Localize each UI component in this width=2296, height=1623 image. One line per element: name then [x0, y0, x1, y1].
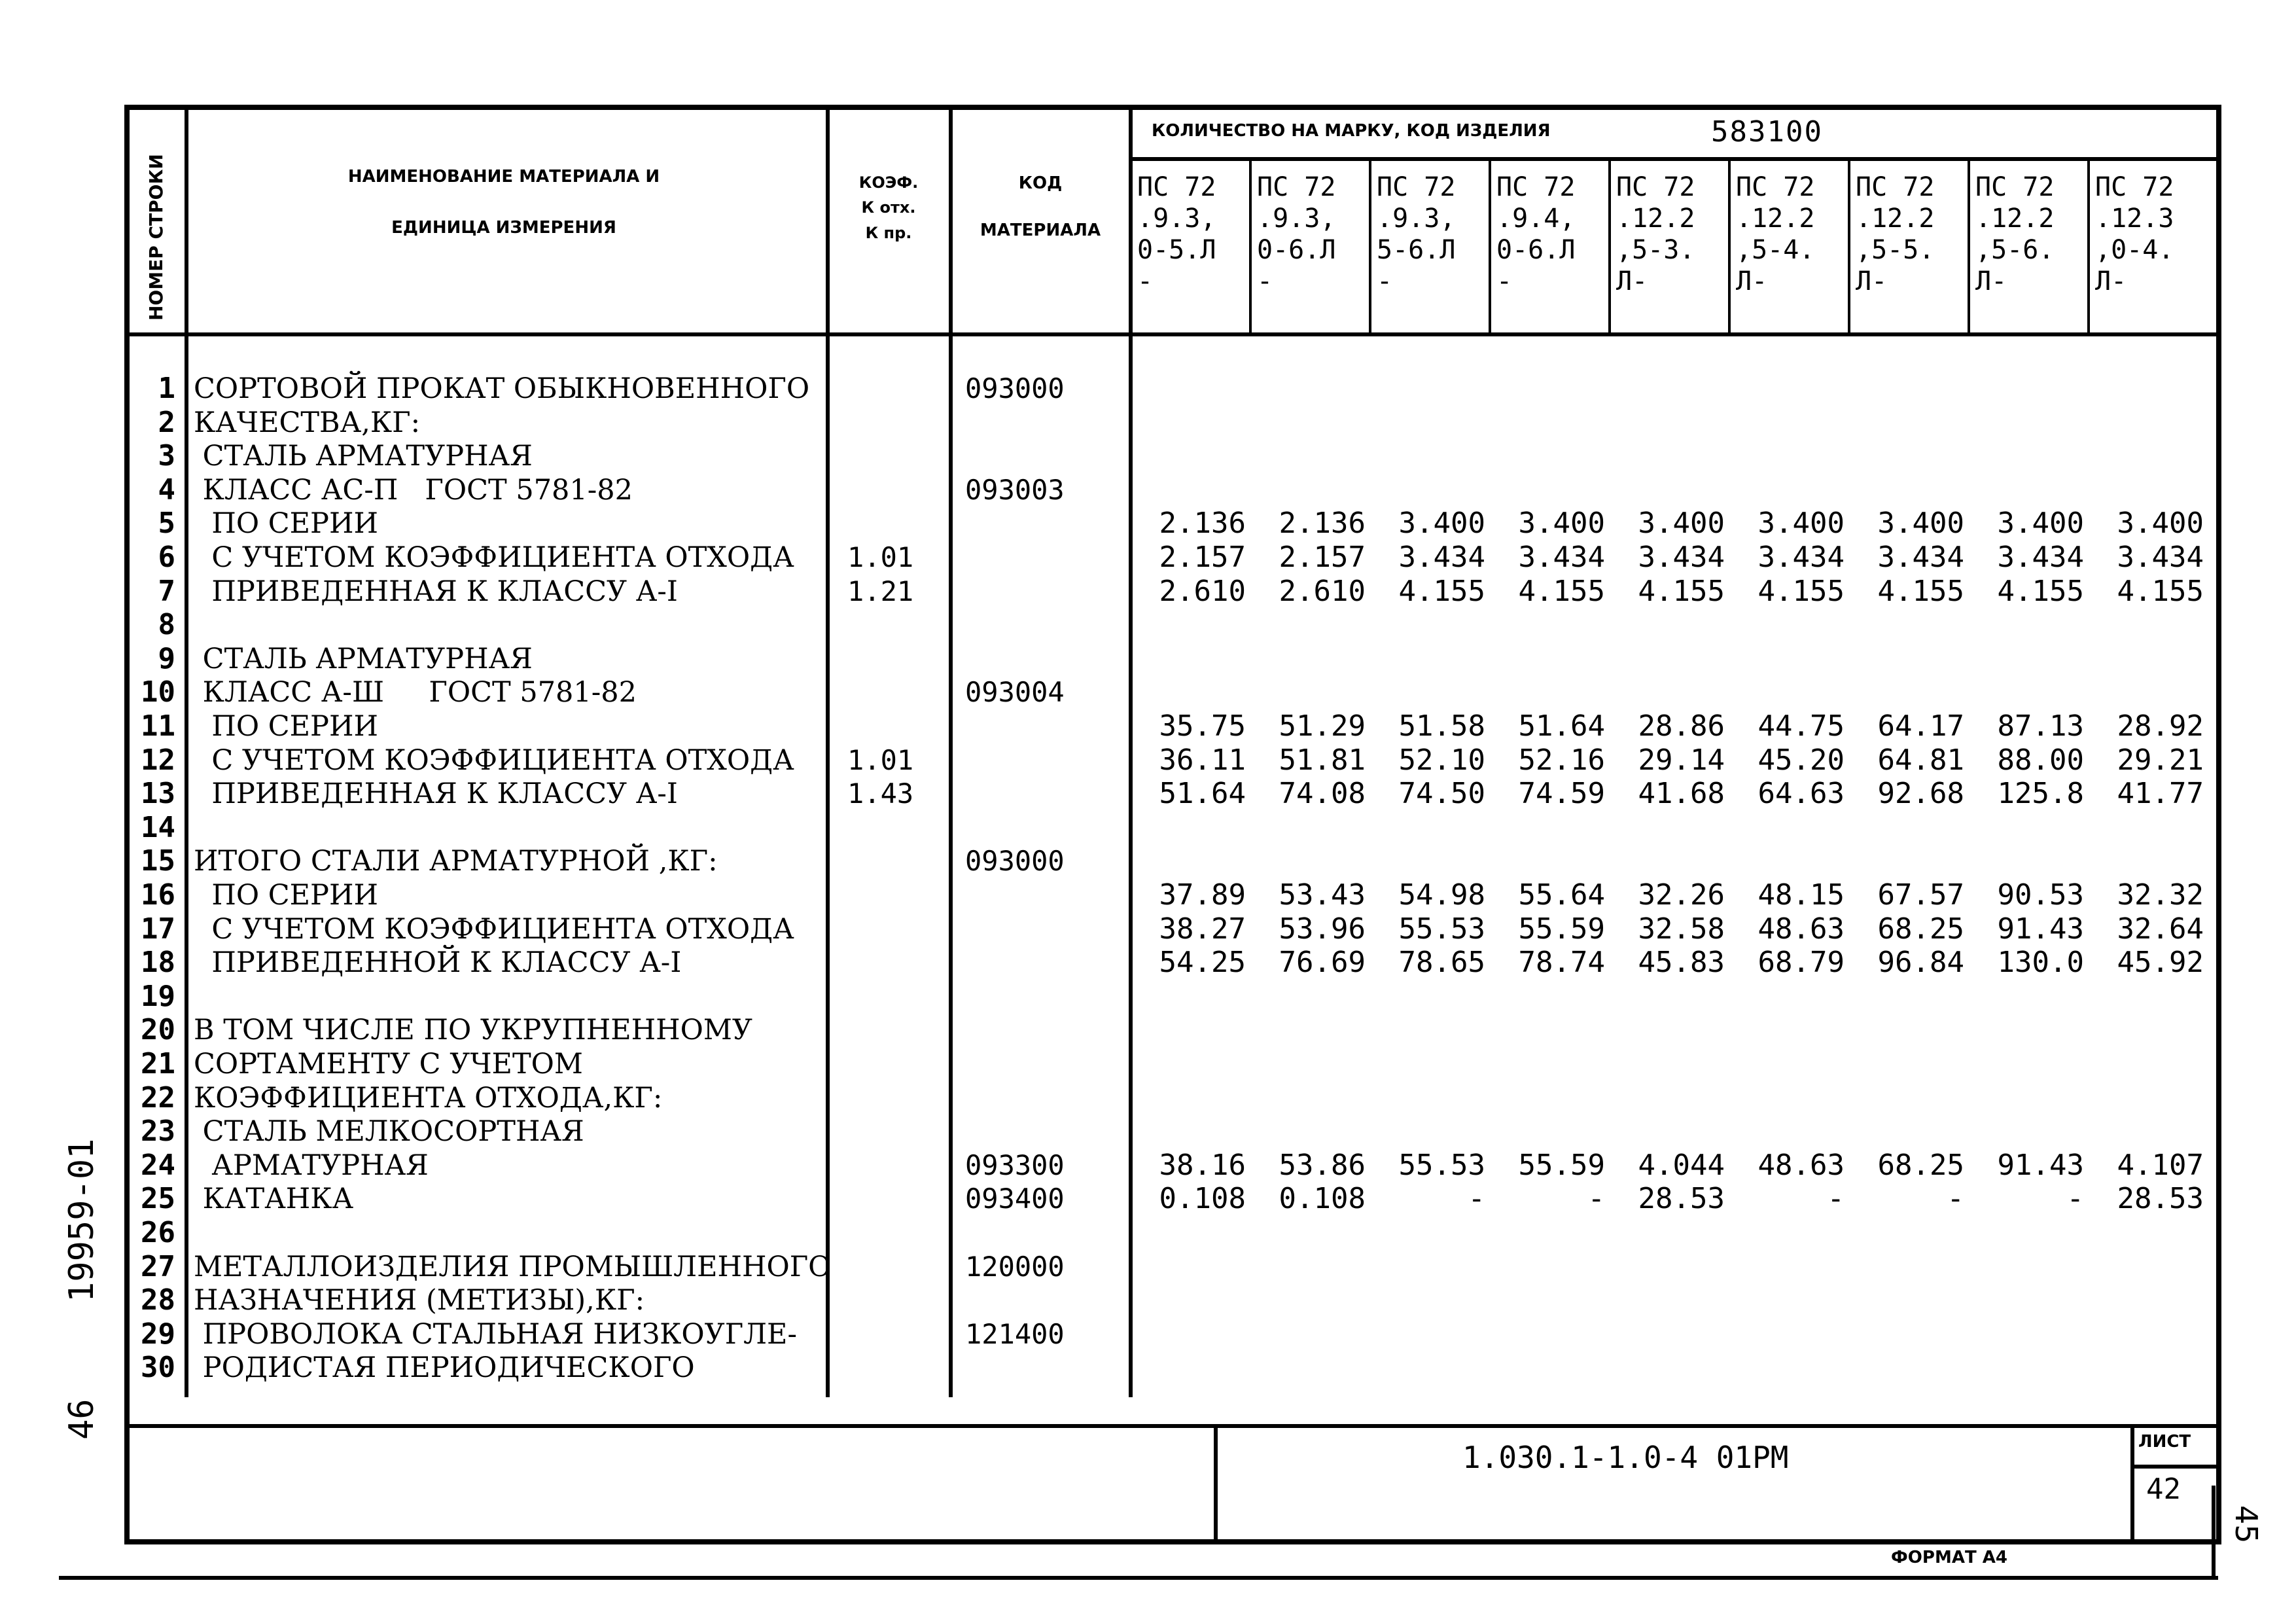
- quantity-value: 3.400: [1877, 507, 1964, 541]
- quantity-value: 76.69: [1279, 946, 1366, 980]
- quantity-value: 4.155: [1518, 574, 1605, 608]
- table-row: [0, 1216, 2296, 1250]
- sheet-number: 42: [2146, 1472, 2181, 1506]
- quantity-value: 3.400: [2117, 507, 2204, 541]
- coef-header-line: КОЭФ.: [858, 173, 919, 192]
- quantity-value: 52.16: [1518, 743, 1605, 777]
- quantity-value: 92.68: [1877, 777, 1964, 811]
- coef-header-line: К отх.: [861, 198, 916, 217]
- quantity-value: 52.10: [1398, 743, 1485, 777]
- quantity-value: 88.00: [1997, 743, 2084, 777]
- row-number: 6: [158, 541, 175, 574]
- waste-coefficient: 1.01: [847, 743, 914, 776]
- waste-coefficient: 1.43: [847, 777, 914, 810]
- quantity-value: 78.65: [1398, 946, 1485, 980]
- material-name: ПРИВЕДЕННАЯ К КЛАССУ А-I: [194, 777, 678, 811]
- row-number: 27: [141, 1249, 175, 1283]
- quantity-value: 28.53: [2117, 1182, 2204, 1216]
- column-header-product-3: ПС 72 .9.3, 5-6.Л -: [1377, 172, 1456, 296]
- quantity-value: 55.64: [1518, 878, 1605, 912]
- material-name: ПРИВЕДЕННОЙ К КЛАССУ А-I: [194, 946, 682, 980]
- material-name: СОРТОВОЙ ПРОКАТ ОБЫКНОВЕННОГО: [194, 372, 810, 405]
- document-designation: 1.030.1-1.0-4 01PM: [1462, 1440, 1789, 1475]
- material-name-header-line: НАИМЕНОВАНИЕ МАТЕРИАЛА И: [347, 167, 660, 187]
- material-name: С УЧЕТОМ КОЭФФИЦИЕНТА ОТХОДА: [194, 743, 794, 777]
- table-row: [0, 709, 2296, 743]
- material-code: 093003: [965, 473, 1065, 506]
- quantity-label: КОЛИЧЕСТВО НА МАРКУ, КОД ИЗДЕЛИЯ: [1152, 121, 1551, 141]
- row-number: 11: [141, 709, 175, 743]
- quantity-value: 2.157: [1159, 541, 1246, 574]
- inventory-number: 19959-01: [62, 1138, 101, 1302]
- row-number: 14: [141, 810, 175, 844]
- table-row: [0, 575, 2296, 609]
- column-divider: [1249, 160, 1252, 332]
- quantity-value: 2.610: [1279, 574, 1366, 608]
- page-side-number: 45: [2229, 1505, 2264, 1544]
- quantity-value: -: [1947, 1182, 1964, 1216]
- quantity-value: 41.68: [1638, 777, 1725, 811]
- code-header: [953, 170, 1128, 244]
- quantity-value: 4.155: [1997, 574, 2084, 608]
- quantity-value: 3.434: [1877, 541, 1964, 574]
- table-row: [0, 946, 2296, 980]
- row-number: 3: [158, 439, 175, 473]
- quantity-value: 3.400: [1638, 507, 1725, 541]
- row-number: 20: [141, 1013, 175, 1047]
- quantity-value: 51.81: [1279, 743, 1366, 777]
- material-name: ПО СЕРИИ: [194, 507, 378, 541]
- waste-coefficient: 1.21: [847, 575, 914, 607]
- row-number: 23: [141, 1115, 175, 1149]
- product-code: 583100: [1711, 115, 1823, 149]
- material-name: СОРТАМЕНТУ С УЧЕТОМ: [194, 1048, 583, 1080]
- row-number: 30: [141, 1351, 175, 1385]
- table-row: [0, 743, 2296, 777]
- table-row: [0, 912, 2296, 946]
- row-number: 25: [141, 1182, 175, 1216]
- quantity-value: 4.107: [2117, 1148, 2204, 1182]
- table-row: [0, 541, 2296, 575]
- material-name: МЕТАЛЛОИЗДЕЛИЯ ПРОМЫШЛЕННОГО: [194, 1250, 832, 1283]
- table-row: [0, 507, 2296, 541]
- quantity-value: 48.15: [1757, 878, 1845, 912]
- quantity-value: 3.434: [1757, 541, 1845, 574]
- quantity-value: 68.79: [1757, 946, 1845, 980]
- column-header-product-4: ПС 72 .9.4, 0-6.Л -: [1496, 172, 1576, 296]
- quantity-value: 125.8: [1997, 777, 2084, 811]
- row-number: 12: [141, 743, 175, 777]
- quantity-value: 32.32: [2117, 878, 2204, 912]
- quantity-value: 74.50: [1398, 777, 1485, 811]
- divider: [2212, 1486, 2216, 1577]
- quantity-value: 2.157: [1279, 541, 1366, 574]
- row-number: 19: [141, 979, 175, 1013]
- column-header-product-6: ПС 72 .12.2 ,5-4. Л-: [1736, 172, 1815, 296]
- material-name: КАТАНКА: [194, 1183, 354, 1216]
- table-row: [0, 372, 2296, 406]
- quantity-value: 4.155: [2117, 574, 2204, 608]
- quantity-value: 78.74: [1518, 946, 1605, 980]
- row-number: 7: [158, 574, 175, 608]
- table-row: [0, 811, 2296, 845]
- quantity-value: 4.155: [1398, 574, 1485, 608]
- row-number: 26: [141, 1216, 175, 1249]
- quantity-value: 90.53: [1997, 878, 2084, 912]
- quantity-value: 87.13: [1997, 709, 2084, 743]
- quantity-value: 35.75: [1159, 709, 1246, 743]
- quantity-value: 4.155: [1757, 574, 1845, 608]
- quantity-value: 45.92: [2117, 946, 2204, 980]
- table-row: [0, 1149, 2296, 1183]
- divider: [124, 332, 2221, 336]
- quantity-value: 3.434: [1638, 541, 1725, 574]
- row-number: 22: [141, 1080, 175, 1115]
- waste-coefficient: 1.01: [847, 541, 914, 573]
- material-name: СТАЛЬ МЕЛКОСОРТНАЯ: [194, 1115, 584, 1149]
- quantity-value: 53.96: [1279, 912, 1366, 946]
- quantity-value: 64.17: [1877, 709, 1964, 743]
- material-code: 093400: [965, 1183, 1065, 1215]
- quantity-value: 37.89: [1159, 878, 1246, 912]
- quantity-value: 96.84: [1877, 946, 1964, 980]
- material-name: АРМАТУРНАЯ: [194, 1149, 429, 1182]
- column-header-product-9: ПС 72 .12.3 ,0-4. Л-: [2095, 172, 2174, 296]
- code-header-line: МАТЕРИАЛА: [980, 220, 1101, 240]
- quantity-value: 32.26: [1638, 878, 1725, 912]
- quantity-value: 38.16: [1159, 1148, 1246, 1182]
- quantity-value: 29.21: [2117, 743, 2204, 777]
- material-name-header: [196, 164, 811, 241]
- quantity-value: 45.20: [1757, 743, 1845, 777]
- table-row: [0, 439, 2296, 473]
- material-name: ПО СЕРИИ: [194, 710, 378, 743]
- quantity-value: 51.58: [1398, 709, 1485, 743]
- quantity-value: 32.64: [2117, 912, 2204, 946]
- material-name: КАЧЕСТВА,КГ:: [194, 406, 421, 439]
- column-header-product-1: ПС 72 .9.3, 0-5.Л -: [1137, 172, 1216, 296]
- material-name: КЛАСС А-Ш ГОСТ 5781-82: [194, 676, 637, 709]
- material-code: 093004: [965, 676, 1065, 709]
- format-label: ФОРМАТ А4: [1891, 1548, 2007, 1567]
- sheet-label: ЛИСТ: [2138, 1432, 2191, 1452]
- column-header-product-2: ПС 72 .9.3, 0-6.Л -: [1257, 172, 1336, 296]
- quantity-value: -: [2066, 1182, 2084, 1216]
- column-divider: [1369, 160, 1371, 332]
- quantity-value: 0.108: [1279, 1182, 1366, 1216]
- row-number: 29: [141, 1317, 175, 1351]
- material-name: НАЗНАЧЕНИЯ (МЕТИЗЫ),КГ:: [194, 1284, 645, 1317]
- material-unit-header-line: ЕДИНИЦА ИЗМЕРЕНИЯ: [391, 217, 616, 238]
- divider: [2130, 1424, 2134, 1544]
- quantity-value: 55.53: [1398, 1148, 1485, 1182]
- material-name: ПО СЕРИИ: [194, 879, 378, 912]
- row-number: 21: [141, 1047, 175, 1080]
- material-code: 093000: [965, 845, 1065, 878]
- quantity-value: 68.25: [1877, 1148, 1964, 1182]
- table-row: [0, 1047, 2296, 1081]
- row-number: 18: [141, 946, 175, 980]
- quantity-value: 3.434: [1518, 541, 1605, 574]
- column-header-product-8: ПС 72 .12.2 ,5-6. Л-: [1975, 172, 2055, 296]
- material-code: 093300: [965, 1149, 1065, 1181]
- column-divider: [1848, 160, 1850, 332]
- material-name: РОДИСТАЯ ПЕРИОДИЧЕСКОГО: [194, 1351, 695, 1385]
- row-number: 2: [158, 405, 175, 439]
- column-header-product-7: ПС 72 .12.2 ,5-5. Л-: [1856, 172, 1935, 296]
- column-divider: [1968, 160, 1970, 332]
- quantity-value: 3.400: [1518, 507, 1605, 541]
- column-divider: [1728, 160, 1731, 332]
- material-name: ПРОВОЛОКА СТАЛЬНАЯ НИЗКОУГЛЕ-: [194, 1317, 797, 1351]
- table-row: [0, 1317, 2296, 1351]
- table-row: [0, 642, 2296, 676]
- row-number: 4: [158, 473, 175, 507]
- table-row: [0, 844, 2296, 878]
- material-name: ПРИВЕДЕННАЯ К КЛАССУ А-I: [194, 575, 678, 608]
- divider: [1129, 157, 2221, 161]
- table-row: [0, 608, 2296, 642]
- quantity-value: 2.136: [1159, 507, 1246, 541]
- quantity-value: 48.63: [1757, 1148, 1845, 1182]
- row-number: 24: [141, 1148, 175, 1182]
- quantity-value: 64.63: [1757, 777, 1845, 811]
- quantity-value: 4.155: [1638, 574, 1725, 608]
- material-code: 120000: [965, 1250, 1065, 1283]
- quantity-value: 32.58: [1638, 912, 1725, 946]
- table-row: [0, 878, 2296, 912]
- material-name: С УЧЕТОМ КОЭФФИЦИЕНТА ОТХОДА: [194, 912, 794, 946]
- row-number-header: НОМЕР СТРОКИ: [145, 154, 167, 321]
- quantity-value: 3.434: [1997, 541, 2084, 574]
- quantity-value: 55.53: [1398, 912, 1485, 946]
- material-name: С УЧЕТОМ КОЭФФИЦИЕНТА ОТХОДА: [194, 541, 794, 574]
- table-row: [0, 1013, 2296, 1047]
- quantity-value: 67.57: [1877, 878, 1964, 912]
- table-row: [0, 1182, 2296, 1216]
- table-row: [0, 473, 2296, 507]
- row-number: 16: [141, 878, 175, 912]
- table-row: [0, 406, 2296, 440]
- table-row: [0, 777, 2296, 811]
- divider: [59, 1576, 2218, 1580]
- quantity-value: 45.83: [1638, 946, 1725, 980]
- table-row: [0, 1283, 2296, 1317]
- quantity-value: -: [1827, 1182, 1845, 1216]
- row-number: 9: [158, 641, 175, 675]
- quantity-value: 51.64: [1518, 709, 1605, 743]
- quantity-value: 29.14: [1638, 743, 1725, 777]
- quantity-value: 53.43: [1279, 878, 1366, 912]
- material-code: 093000: [965, 372, 1065, 404]
- quantity-value: 68.25: [1877, 912, 1964, 946]
- table-row: [0, 1351, 2296, 1385]
- table-row: [0, 980, 2296, 1014]
- column-divider: [1608, 160, 1611, 332]
- material-code: 121400: [965, 1317, 1065, 1350]
- divider: [1214, 1424, 1218, 1544]
- quantity-value: 54.98: [1398, 878, 1485, 912]
- quantity-value: 0.108: [1159, 1182, 1246, 1216]
- row-number: 10: [141, 675, 175, 709]
- quantity-value: 4.044: [1638, 1148, 1725, 1182]
- quantity-value: 130.0: [1997, 946, 2084, 980]
- table-row: [0, 1115, 2296, 1149]
- quantity-value: 64.81: [1877, 743, 1964, 777]
- margin-page-number: 46: [62, 1399, 101, 1440]
- row-number: 8: [158, 608, 175, 642]
- code-header-line: КОД: [1018, 173, 1063, 193]
- quantity-value: 51.29: [1279, 709, 1366, 743]
- column-header-product-5: ПС 72 .12.2 ,5-3. Л-: [1616, 172, 1695, 296]
- quantity-value: 55.59: [1518, 912, 1605, 946]
- column-divider: [2087, 160, 2090, 332]
- quantity-value: 74.59: [1518, 777, 1605, 811]
- quantity-value: 91.43: [1997, 912, 2084, 946]
- quantity-value: 2.610: [1159, 574, 1246, 608]
- quantity-value: 3.400: [1997, 507, 2084, 541]
- coef-header: [830, 170, 947, 245]
- row-number: 1: [158, 372, 175, 405]
- quantity-value: 36.11: [1159, 743, 1246, 777]
- material-name: КОЭФФИЦИЕНТА ОТХОДА,КГ:: [194, 1081, 663, 1115]
- quantity-value: 91.43: [1997, 1148, 2084, 1182]
- quantity-value: 44.75: [1757, 709, 1845, 743]
- row-number: 13: [141, 777, 175, 811]
- quantity-value: 53.86: [1279, 1148, 1366, 1182]
- quantity-header: [1152, 118, 1551, 145]
- coef-header-line: К пр.: [865, 223, 912, 242]
- quantity-value: 28.92: [2117, 709, 2204, 743]
- quantity-value: 3.434: [1398, 541, 1485, 574]
- material-name: В ТОМ ЧИСЛЕ ПО УКРУПНЕННОМУ: [194, 1014, 752, 1047]
- row-number: 15: [141, 844, 175, 878]
- column-divider: [1489, 160, 1491, 332]
- quantity-value: 2.136: [1279, 507, 1366, 541]
- table-row: [0, 675, 2296, 709]
- quantity-value: 55.59: [1518, 1148, 1605, 1182]
- divider: [124, 1424, 2221, 1428]
- quantity-value: 51.64: [1159, 777, 1246, 811]
- divider: [2130, 1465, 2221, 1469]
- quantity-value: 3.400: [1398, 507, 1485, 541]
- quantity-value: 41.77: [2117, 777, 2204, 811]
- quantity-value: 38.27: [1159, 912, 1246, 946]
- material-name: ИТОГО СТАЛИ АРМАТУРНОЙ ,КГ:: [194, 845, 718, 878]
- row-number: 28: [141, 1283, 175, 1317]
- quantity-value: 74.08: [1279, 777, 1366, 811]
- quantity-value: 3.400: [1757, 507, 1845, 541]
- table-row: [0, 1081, 2296, 1115]
- quantity-value: 3.434: [2117, 541, 2204, 574]
- row-number: 17: [141, 912, 175, 946]
- quantity-value: -: [1468, 1182, 1485, 1216]
- quantity-value: 28.53: [1638, 1182, 1725, 1216]
- quantity-value: 4.155: [1877, 574, 1964, 608]
- material-name: СТАЛЬ АРМАТУРНАЯ: [194, 642, 533, 675]
- quantity-value: 54.25: [1159, 946, 1246, 980]
- table-row: [0, 1250, 2296, 1284]
- material-name: СТАЛЬ АРМАТУРНАЯ: [194, 440, 533, 473]
- quantity-value: 48.63: [1757, 912, 1845, 946]
- quantity-value: 28.86: [1638, 709, 1725, 743]
- row-number: 5: [158, 507, 175, 541]
- material-name: КЛАСС АС-П ГОСТ 5781-82: [194, 473, 633, 507]
- quantity-value: -: [1587, 1182, 1605, 1216]
